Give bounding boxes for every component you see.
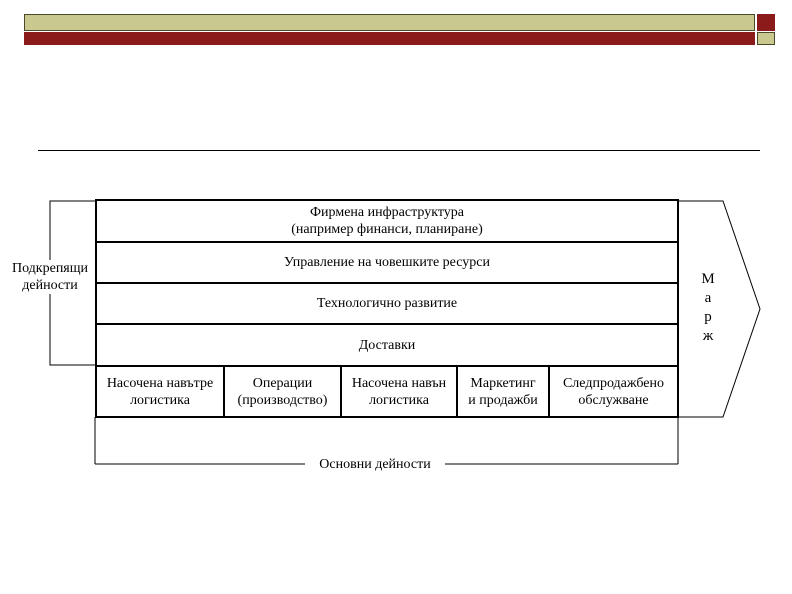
row-infrastructure-line-2: (например финанси, планиране) <box>291 222 483 237</box>
outbound-line-2: логистика <box>369 392 429 408</box>
primary-cell-operations <box>223 365 342 418</box>
service-line-2: обслужване <box>578 392 649 408</box>
support-row-procurement <box>95 323 679 367</box>
marketing-line-2: и продажби <box>468 392 538 408</box>
support-label-line-2: дейности <box>22 278 78 293</box>
primary-cell-marketing-sales <box>456 365 550 418</box>
outbound-line-1: Насочена навън <box>351 375 447 391</box>
row-hr-label: Управление на човешките ресурси <box>284 255 490 270</box>
support-activities-label <box>4 260 96 294</box>
inbound-line-1: Насочена навътре <box>106 375 214 391</box>
primary-cell-outbound-logistics <box>340 365 458 418</box>
support-row-infrastructure <box>95 199 679 243</box>
margin-arrow <box>678 201 760 417</box>
margin-letter-2: а <box>704 290 712 306</box>
support-row-hr <box>95 241 679 284</box>
operations-line-2: (производство) <box>237 392 328 408</box>
marketing-line-1: Маркетинг <box>470 375 536 391</box>
margin-letter-4: ж <box>702 328 714 344</box>
row-technology-label: Технологично развитие <box>316 296 458 311</box>
operations-line-1: Операции <box>252 375 313 391</box>
row-infrastructure-line-1: Фирмена инфраструктура <box>310 205 464 220</box>
support-label-line-1: Подкрепящи <box>11 261 89 276</box>
primary-cell-inbound-logistics <box>95 365 225 418</box>
margin-letter-3: р <box>704 309 712 325</box>
margin-letter-1: М <box>701 271 715 287</box>
row-procurement-label: Доставки <box>358 337 416 353</box>
primary-cell-service <box>548 365 679 418</box>
support-row-technology <box>95 282 679 325</box>
primary-activities-label: Основни дейности <box>319 457 431 472</box>
service-line-1: Следпродажбено <box>562 375 665 391</box>
inbound-line-2: логистика <box>130 392 190 408</box>
